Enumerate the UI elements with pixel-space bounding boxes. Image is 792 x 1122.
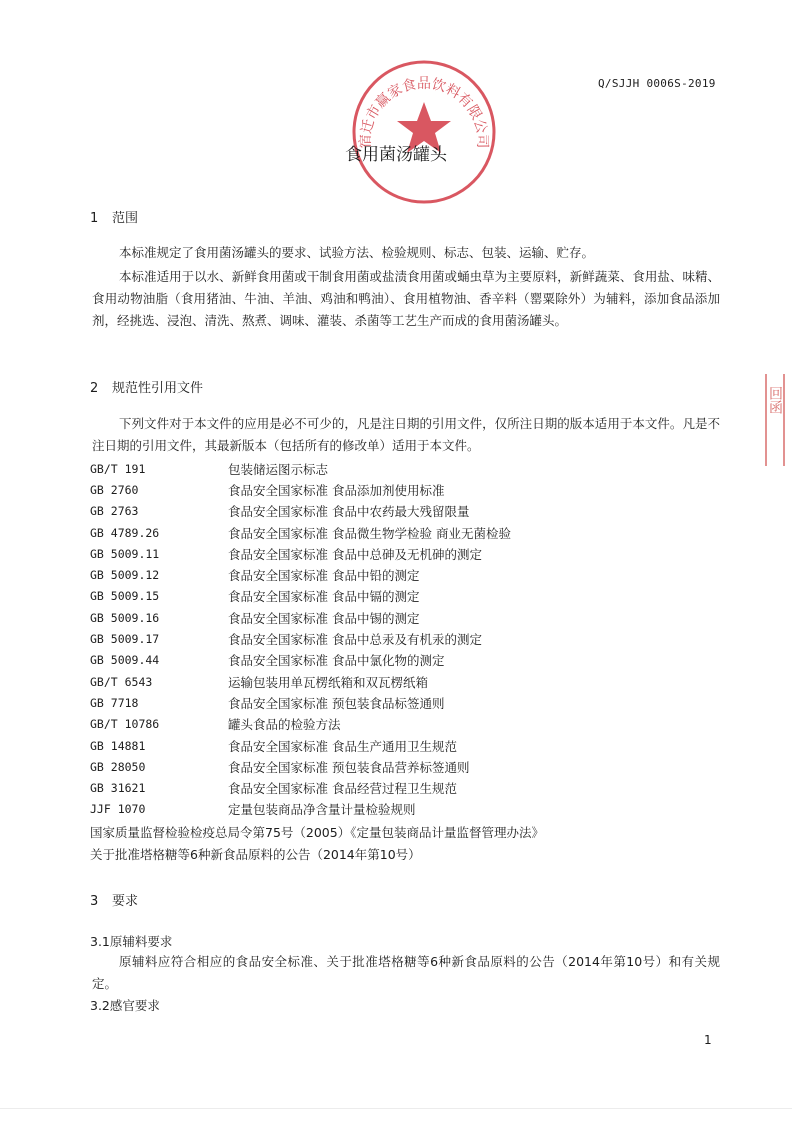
reference-code: GB 5009.11 (90, 546, 160, 561)
reference-row (90, 607, 730, 628)
reference-code: JJF 1070 (90, 802, 146, 817)
reference-name: 食品安全国家标准 食品生产通用卫生规范 (228, 738, 457, 754)
reference-row (90, 586, 730, 607)
reference-row (90, 650, 730, 671)
section-requirements-title (90, 890, 138, 909)
reference-code: GB 5009.17 (90, 632, 160, 647)
reference-name: 食品安全国家标准 食品经营过程卫生规范 (228, 781, 457, 797)
reference-extra-line: 国家质量监督检验检疫总局令第75号（2005）《定量包装商品计量监督管理办法》 (90, 825, 544, 840)
seal-text: 宿迁市赢家食品饮料有限公司 (357, 76, 491, 149)
references-intro: 下列文件对于本文件的应用是必不可少的，凡是注日期的引用文件，仅所注日期的版本适用于本文件。凡是不注日期的引用文件，其最新版本（包括所有的修改单）适用于本文件。 (92, 416, 720, 453)
reference-code: GB 5009.15 (90, 589, 160, 604)
reference-row (90, 543, 730, 564)
reference-code: GB 31621 (90, 781, 146, 796)
reference-name: 运输包装用单瓦楞纸箱和双瓦楞纸箱 (228, 674, 429, 690)
reference-row (90, 628, 730, 649)
reference-code: GB/T 10786 (90, 717, 160, 732)
reference-code: GB 5009.44 (90, 653, 160, 668)
standard-code: Q/SJJH 0006S-2019 (598, 77, 716, 90)
reference-row (90, 479, 730, 500)
reference-row (90, 692, 730, 713)
reference-name: 食品安全国家标准 食品中氯化物的测定 (228, 653, 445, 669)
side-mark-text: 回函 (767, 386, 783, 414)
section-number: 2 (90, 381, 99, 396)
scan-edge-divider (0, 1108, 792, 1109)
reference-row (90, 501, 730, 522)
section-references-title (90, 377, 203, 396)
reference-name: 食品安全国家标准 食品中总砷及无机砷的测定 (228, 546, 482, 562)
reference-code: GB 5009.16 (90, 610, 160, 625)
section-number: 3 (90, 894, 99, 909)
company-seal (350, 58, 498, 206)
reference-extra-line: 关于批准塔格糖等6种新食品原料的公告（2014年第10号） (90, 847, 421, 862)
reference-name: 包装储运图示标志 (228, 461, 329, 477)
reference-name: 食品安全国家标准 食品添加剂使用标准 (228, 482, 445, 498)
scope-paragraph: 本标准适用于以水、新鲜食用菌或干制食用菌或盐渍食用菌或蛹虫草为主要原料，新鲜蔬菜、食用盐、味精、食用动物油脂（食用猪油、牛油、羊油、鸡油和鸭油）、食用植物油、香辛料（罂粟除外）为辅料，添加食品添加剂，经挑选、浸泡、清洗、熬煮、调味、灌装、杀菌等工艺生产而成的食用菌汤罐头。 (92, 269, 720, 328)
reference-code: GB 28050 (90, 759, 146, 774)
raw-materials-paragraph: 原辅料应符合相应的食品安全标准、关于批准塔格糖等6种新食品原料的公告（2014年第10号）和有关规定。 (92, 954, 720, 991)
reference-row (90, 671, 730, 692)
reference-name: 食品安全国家标准 食品中铅的测定 (228, 568, 420, 584)
section-title-text: 规范性引用文件 (112, 381, 204, 396)
section-number: 1 (90, 211, 99, 226)
reference-name: 食品安全国家标准 预包装食品营养标签通则 (228, 759, 470, 775)
reference-row (90, 458, 730, 479)
reference-code: GB 2760 (90, 482, 139, 497)
reference-row (90, 522, 730, 543)
document-title: 食用菌汤罐头 (345, 145, 447, 165)
reference-name: 食品安全国家标准 食品中锡的测定 (228, 610, 420, 626)
reference-list (90, 458, 730, 820)
reference-row (90, 777, 730, 798)
reference-name: 食品安全国家标准 食品中农药最大残留限量 (228, 504, 470, 520)
reference-code: GB/T 191 (90, 461, 146, 476)
reference-name: 定量包装商品净含量计量检验规则 (228, 802, 416, 818)
reference-name: 食品安全国家标准 食品微生物学检验 商业无菌检验 (228, 525, 511, 541)
scope-paragraph: 本标准规定了食用菌汤罐头的要求、试验方法、检验规则、标志、包装、运输、贮存。 (119, 245, 595, 260)
reference-code: GB/T 6543 (90, 674, 153, 689)
subsection-sensory-title: 3.2感官要求 (90, 998, 160, 1013)
reference-code: GB 14881 (90, 738, 146, 753)
reference-name: 食品安全国家标准 食品中镉的测定 (228, 589, 420, 605)
side-mark (760, 370, 790, 470)
section-scope-title (90, 207, 138, 226)
reference-row (90, 735, 730, 756)
reference-row (90, 799, 730, 820)
reference-row (90, 564, 730, 585)
subsection-raw-materials-title: 3.1原辅料要求 (90, 934, 173, 949)
reference-name: 食品安全国家标准 预包装食品标签通则 (228, 695, 445, 711)
reference-name: 食品安全国家标准 食品中总汞及有机汞的测定 (228, 632, 482, 648)
reference-row (90, 714, 730, 735)
reference-code: GB 4789.26 (90, 525, 160, 540)
reference-row (90, 756, 730, 777)
page-number: 1 (704, 1033, 712, 1047)
section-title-text: 范围 (112, 211, 139, 226)
reference-code: GB 7718 (90, 695, 139, 710)
reference-code: GB 5009.12 (90, 568, 160, 583)
reference-code: GB 2763 (90, 504, 139, 519)
reference-name: 罐头食品的检验方法 (228, 717, 341, 733)
section-title-text: 要求 (112, 894, 139, 909)
